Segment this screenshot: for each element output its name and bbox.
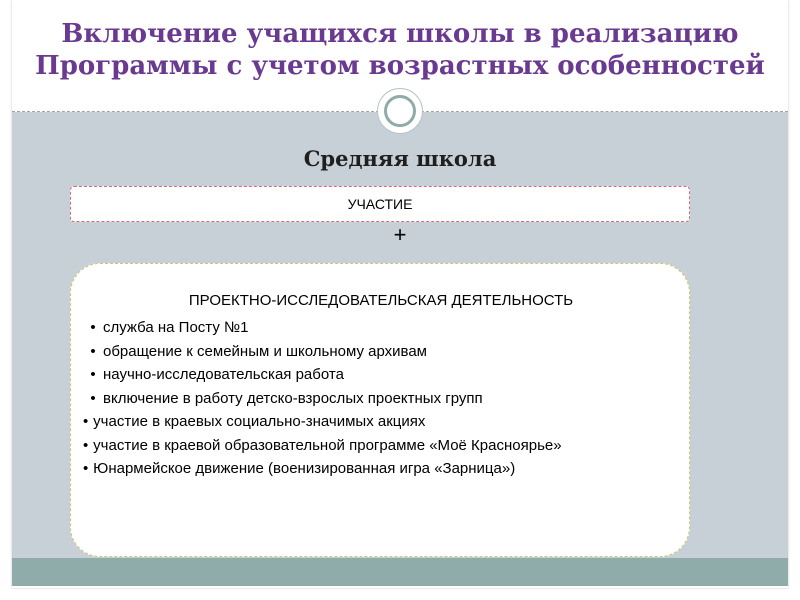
title-line-2: Программы с учетом возрастных особенностей <box>35 51 765 81</box>
list-item: • включение в работу детско-взрослых проектных групп <box>90 389 483 407</box>
list-item-text: обращение к семейным и школьному архивам <box>103 342 427 360</box>
list-item-text: участие в краевых социально-значимых акциях <box>93 413 426 430</box>
activity-box <box>70 263 690 557</box>
slide-title <box>12 18 788 82</box>
list-item: • научно-исследовательская работа <box>90 366 344 383</box>
list-item: • служба на Посту №1 <box>90 319 249 336</box>
list-item: • участие в краевых социально-значимых акциях <box>83 413 426 430</box>
list-item: • Юнармейское движение (военизированная игра «Зарница») <box>83 460 516 477</box>
circle-emblem-inner <box>384 95 416 127</box>
list-item-text: научно-исследовательская работа <box>103 366 344 383</box>
list-item-text: включение в работу детско-взрослых проектных групп <box>103 389 483 407</box>
list-item: • участие в краевой образовательной программе «Моё Красноярье» <box>83 436 562 454</box>
circle-emblem-icon <box>377 88 423 134</box>
activity-list <box>83 316 663 481</box>
section-subtitle: Средняя школа <box>303 146 497 171</box>
activity-heading: ПРОЕКТНО-ИССЛЕДОВАТЕЛЬСКАЯ ДЕЯТЕЛЬНОСТЬ <box>188 292 574 309</box>
footer-bar <box>12 558 788 586</box>
participation-label: УЧАСТИЕ <box>347 196 413 212</box>
list-item-text: служба на Посту №1 <box>103 319 249 336</box>
title-line-1: Включение учащихся школы в реализацию <box>61 19 739 49</box>
list-item-text: Юнармейское движение (военизированная игра «Зарница») <box>93 460 516 477</box>
plus-sign: + <box>393 222 407 247</box>
list-item: • обращение к семейным и школьному архивам <box>90 342 427 360</box>
participation-box <box>70 186 690 222</box>
list-item-text: участие в краевой образовательной программе «Моё Красноярье» <box>93 436 562 454</box>
